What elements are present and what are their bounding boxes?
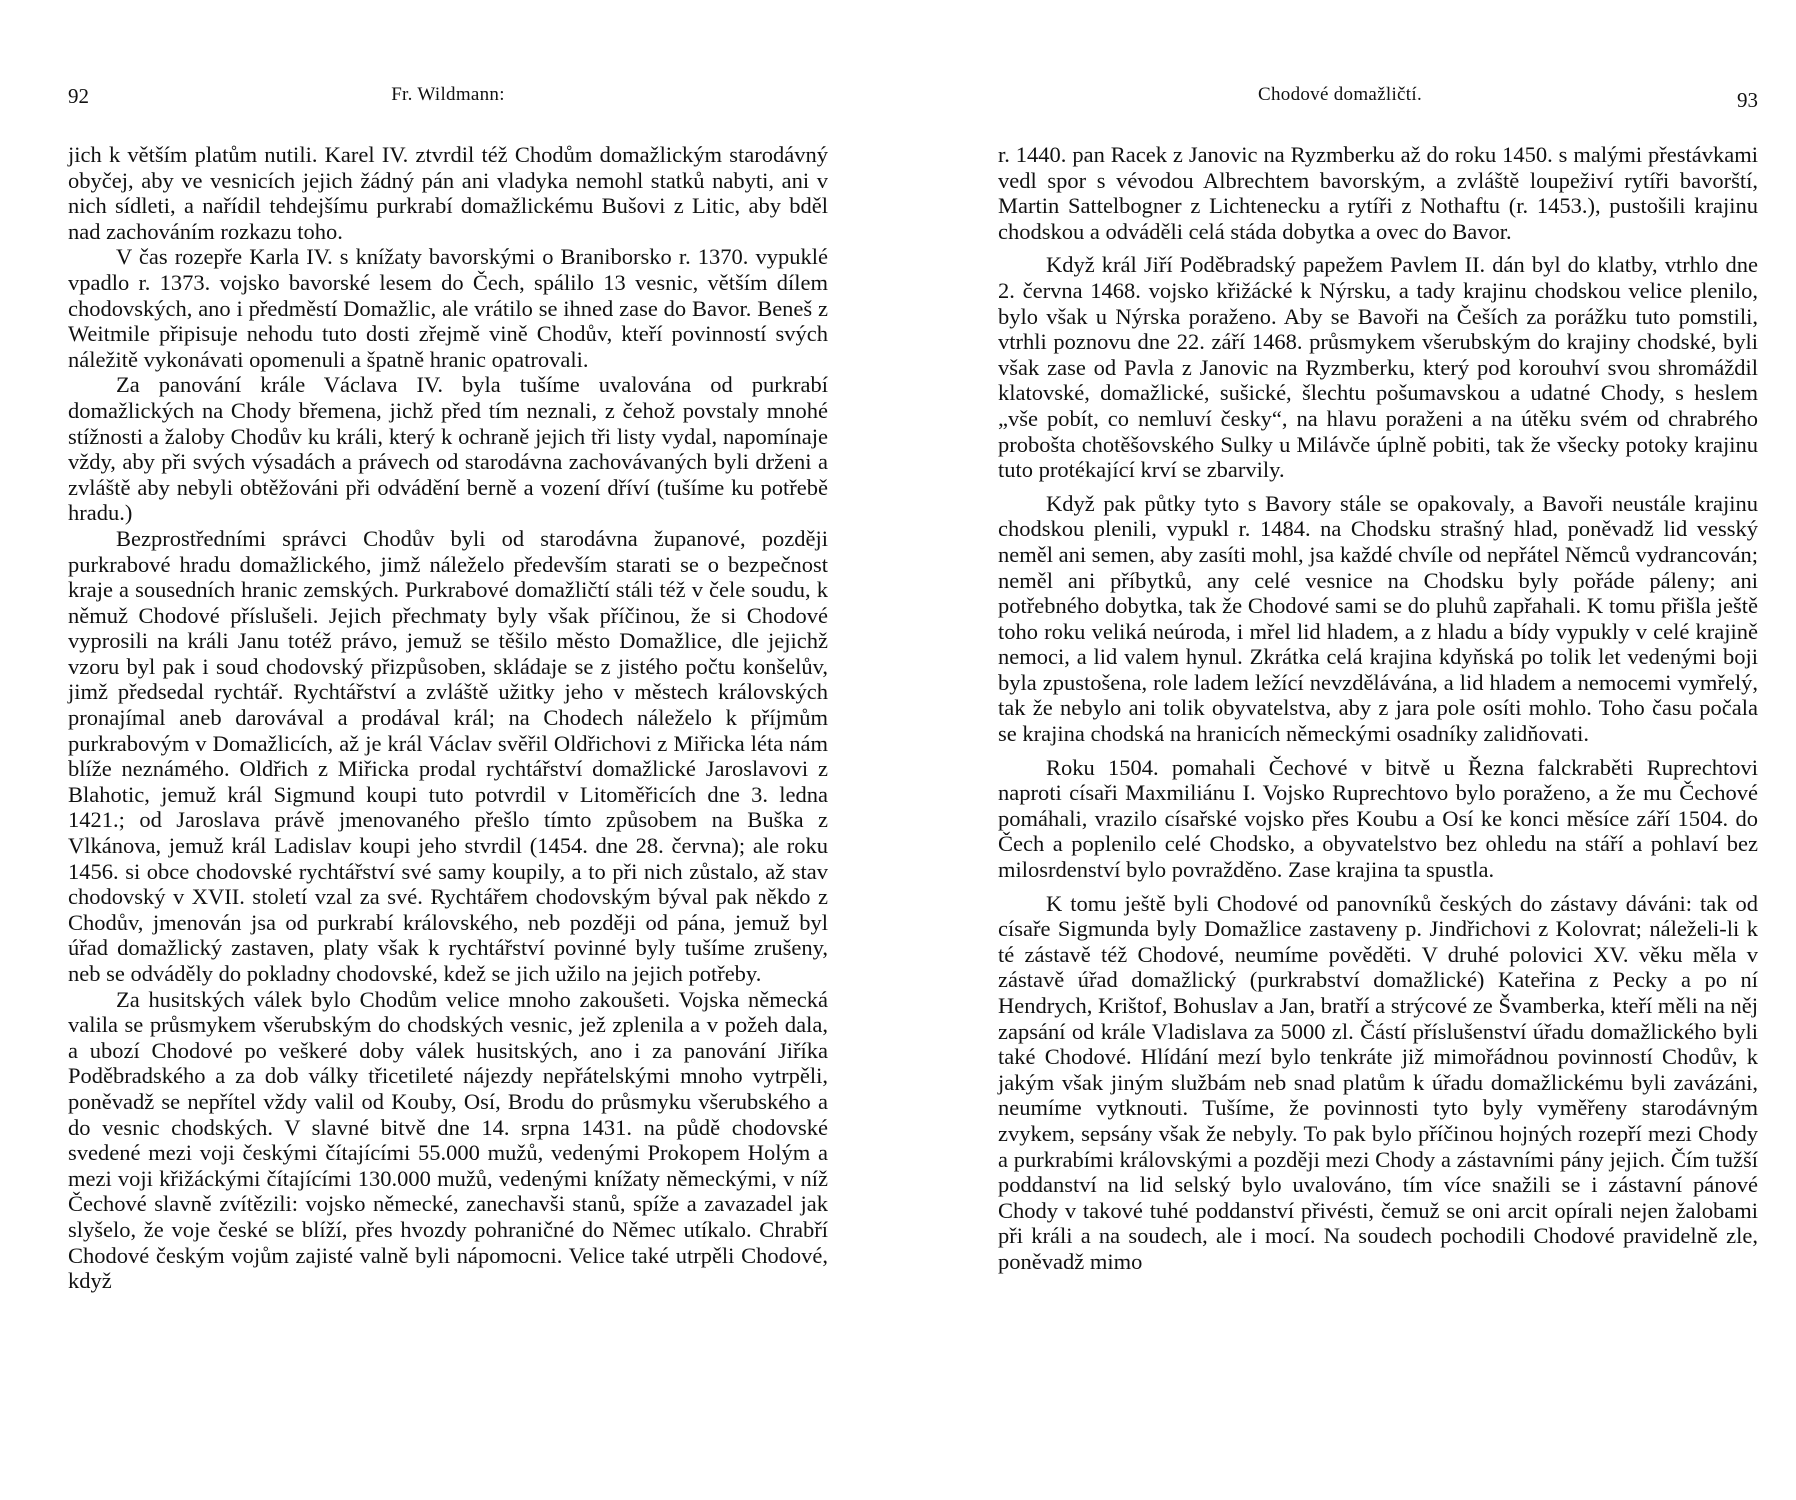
paragraph: Za panování krále Václava IV. byla tušíme uvalována od purkrabí domažlických na Chody břemena, jichž před tím neznali, z čehož povstaly mnohé stížnosti a žaloby Chodův ku králi, který k ochraně jejich tři listy vydal, napomínaje vždy, aby při svých výsadách a právech od starodávna zachovávaných byli drženi a zvláště aby nebyli obtěžováni při odvádění berně a vození dříví (tušíme ku potřebě hradu.) [68, 372, 828, 526]
paragraph: Když král Jiří Poděbradský papežem Pavlem II. dán byl do klatby, vtrhlo dne 2. června 1468. vojsko křižácké k Nýrsku, a tady krajinu chodskou velice plenilo, bylo však u Nýrska poraženo. Aby se Bavoři na Češích za porážku tuto pomstili, vtrhli poznovu dne 22. září 1468. průsmykem všerubským do krajiny chodské, byli však zase od Pavla z Janovic na Ryzmberku, který pod korouhví svou shromáždil klatovské, domažlické, sušické, šlechtu pošumavskou a udatné Chody, s heslem „vše pobít, co nemluví česky“, na hlavu poraženi a na útěku svém od chrabrého probošta chotěšovského Sulky u Milávče úplně pobiti, tak že všecky potoky krajinu tuto protékající krví se zbarvily. [998, 252, 1758, 483]
left-page-header [68, 84, 828, 108]
left-page-number: 92 [68, 84, 89, 108]
paragraph: Bezprostředními správci Chodův byli od starodávna županové, později purkrabové hradu domažlického, jimž náleželo především starati se o bezpečnost kraje a sousedních hranic zemských. Purkrabové domažličtí stáli též v čele soudu, k němuž Chodové příslušeli. Jejich přechmaty byly však příčinou, že si Chodové vyprosili na králi Janu totéž právo, jemuž se těšilo město Domažlice, dle jejichž vzoru byl pak i soud chodovský přizpůsoben, skládaje se z jistého počtu konšelův, jimž předsedal rychtář. Rychtářství a zvláště užitky jeho v městech královských pronajímal aneb darovával a prodával král; na Chodech náleželo k příjmům purkrabovým v Domažlicích, až je král Václav svěřil Oldřichovi z Miřicka léta nám blíže neznámého. Oldřich z Miřicka prodal rychtářství domažlické Jaroslavovi z Blahotic, jemuž král Sigmund koupi tuto potvrdil v Litoměřicích dne 3. ledna 1421.; od Jaroslava právě jmenovaného přešlo tímto způsobem na Buška z Vlkánova, jemuž král Ladislav koupi jeho stvrdil (1454. dne 28. června); ale roku 1456. si obce chodovské rychtářství své samy koupily, a to při nich zůstalo, až stav chodovský v XVII. století vzal za své. Rychtářem chodovským býval pak někdo z Chodův, jmenován jsa od purkrabí královského, neb později od pána, jemuž byl úřad domažlický zastaven, platy však k rychtářství povinné byly tušíme zrušeny, neb se odváděly do pokladny chodovské, kdež se jich užilo na jejich potřeby. [68, 525, 828, 986]
paragraph: jich k větším platům nutili. Karel IV. ztvrdil též Chodům domažlickým starodávný obyčej, aby ve vesnicích jejich žádný pán ani vladyka nemohl statků nabyti, ani v nich sídleti, a nařídil tehdejšímu purkrabí domažlickému Bušovi z Litic, aby bděl nad zachováním rozkazu toho. [68, 142, 828, 244]
right-page-number: 93 [1737, 88, 1758, 112]
paragraph: K tomu ještě byli Chodové od panovníků českých do zástavy dáváni: tak od císaře Sigmunda byly Domažlice zastaveny p. Jindřichovi z Kolovrat; náleželi-li k té zástavě též Chodové, neumíme pověděti. V druhé polovici XV. věku měla v zástavě úřad domažlický (purkrabství domažlické) Kateřina z Pecky a po ní Hendrych, Krištof, Bohuslav a Jan, bratří a strýcové ze Švamberka, kteří měli na něj zapsání od krále Vladislava za 5000 zl. Částí příslušenství úřadu domažlického byli také Chodové. Hlídání mezí bylo tenkráte již mimořádnou povinností Chodův, k jakým však jiným službám neb snad platům k úřadu domažlickému byli zavázáni, neumíme vytknouti. Tušíme, že povinnosti tyto byly vyměřeny starodávným zvykem, sepsány však že nebyly. To pak bylo příčinou hojných rozepří mezi Chody a purkrabími královskými a později mezi Chody a zástavními pány jejich. Čím tužší poddanství na lid selský bylo uvalováno, tím více snažili se i zástavní pánové Chody v takové tuhé poddanství přivésti, čemuž se oni arcit opírali nejen žalobami při králi a na soudech, ale i mocí. Na soudech pochodili Chodové pravidelně zle, poněvadž mimo [998, 890, 1758, 1274]
left-page-body [68, 142, 828, 1294]
right-page-body [998, 142, 1758, 1275]
paragraph: V čas rozepře Karla IV. s knížaty bavorskými o Braniborsko r. 1370. vypuklé vpadlo r. 1373. vojsko bavorské lesem do Čech, spálilo 13 vesnic, větším dílem chodovských, ano i předměstí Domažlic, ale vrátilo se ihned zase do Bavor. Beneš z Weitmile připisuje nehodu tuto dosti zřejmě vině Chodův, kteří povinností svých náležitě vykonávati opomenuli a špatně hranic opatrovali. [68, 244, 828, 372]
left-running-head: Fr. Wildmann: [391, 84, 505, 105]
paragraph: Když pak půtky tyto s Bavory stále se opakovaly, a Bavoři neustále krajinu chodskou plenili, vypukl r. 1484. na Chodsku strašný hlad, poněvadž lid vesský neměl ani semen, aby zasíti mohl, jsa každé chvíle od nepřátel Němců vydrancován; neměl ani příbytků, any celé vesnice na Chodsku byly pořáde páleny; ani potřebného dobytka, tak že Chodové sami se do pluhů zapřahali. K tomu přišla ještě toho roku veliká neúroda, i mřel lid hladem, a z hladu a bídy vypukly v celé krajině nemoci, a lid valem hynul. Zkrátka celá krajina kdyňská po tolik let vedenými boji byla zpustošena, role ladem ležící nevzdělávána, a lid hladem a nemocemi vymřelý, tak že nebylo ani tolik obyvatelstva, aby z jara pole osíti mohlo. Toho času počala se krajina chodská na hranicích německými osadníky zalidňovati. [998, 490, 1758, 747]
right-page-header [998, 84, 1758, 112]
paragraph: Za husitských válek bylo Chodům velice mnoho zakoušeti. Vojska německá valila se průsmykem všerubským do chodských vesnic, jež zplenila a v požeh dala, a ubozí Chodové po veškeré doby válek husitských, ano i za panování Jiříka Poděbradského a za dob války třicetileté nájezdy nepřátelskými mnoho vytrpěli, poněvadž se nepřítel vždy valil od Kouby, Osí, Brodu do průsmyku všerubského a do vesnic chodských. V slavné bitvě dne 14. srpna 1431. na půdě chodovské svedené mezi voji českými čítajícími 55.000 mužů, vedenými Prokopem Holým a mezi voji křižáckými čítajícími 130.000 mužů, vedenými knížaty německými, v níž Čechové slavně zvítězili: vojsko německé, zanechavši stanů, spíže a zavazadel jak slyšelo, že voje české se blíží, přes hvozdy pohraničné do Němec utíkalo. Chrabří Chodové českým vojům zajisté valně byli nápomocni. Velice také utrpěli Chodové, když [68, 986, 828, 1294]
right-page [998, 0, 1758, 1500]
paragraph: Roku 1504. pomahali Čechové v bitvě u Řezna falckraběti Ruprechtovi naproti císaři Maxmiliánu I. Vojsko Ruprechtovo bylo poraženo, a že mu Čechové pomáhali, vrazilo císařské vojsko přes Koubu a Osí ke konci měsíce září 1504. do Čech a poplenilo celé Chodsko, a obyvatelstvo bez ohledu na stáří a pohlaví bez milosrdenství bylo povražděno. Zase krajina ta spustla. [998, 754, 1758, 883]
right-running-head: Chodové domažličtí. [1258, 84, 1422, 105]
paragraph: r. 1440. pan Racek z Janovic na Ryzmberku až do roku 1450. s malými přestávkami vedl spor s vévodou Albrechtem bavorským, a zvláště loupeživí rytíři bavorští, Martin Sattelbogner z Lichtenecku a rytíři z Nothaftu (r. 1453.), pustošili krajinu chodskou a odváděli celá stáda dobytka a ovec do Bavor. [998, 142, 1758, 244]
left-page [68, 0, 828, 1500]
